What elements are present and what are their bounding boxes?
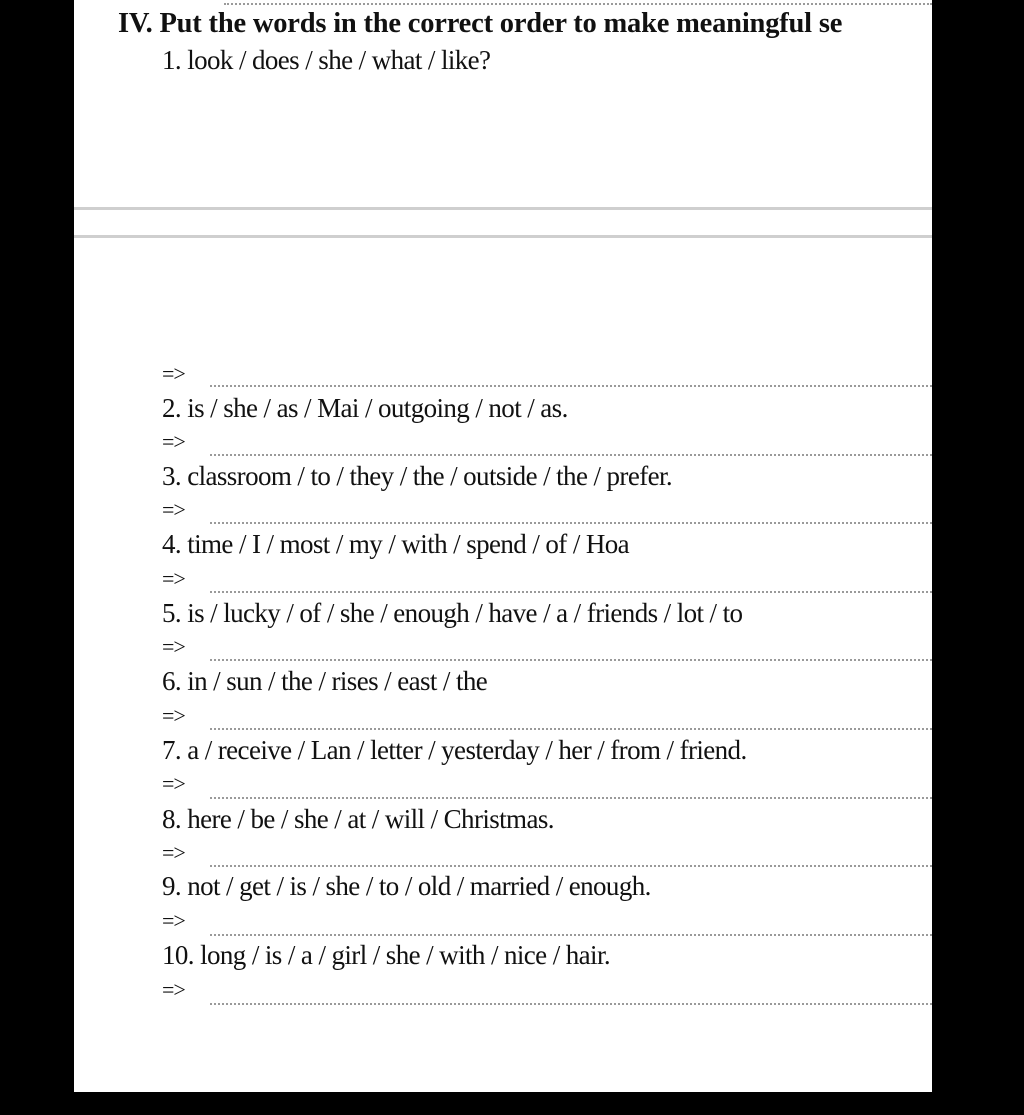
answer-line-4 (210, 591, 932, 593)
question-4: 4. time / I / most / my / with / spend / of / Hoa (162, 529, 630, 559)
question-9: 9. not / get / is / she / to / old / married / enough. (162, 871, 651, 901)
question-5: 5. is / lucky / of / she / enough / have / a / friends / lot / to (162, 598, 743, 628)
answer-prompt-1: => (162, 361, 185, 386)
answer-line-2 (210, 454, 932, 456)
answer-line-9 (210, 934, 932, 936)
answer-prompt-9: => (162, 908, 185, 933)
answer-line-10 (210, 1003, 932, 1005)
answer-line-1 (210, 385, 932, 387)
answer-line-7 (210, 797, 932, 799)
answer-prompt-2: => (162, 429, 185, 454)
answer-prompt-7: => (162, 771, 185, 796)
question-3: 3. classroom / to / they / the / outside / the / prefer. (162, 461, 673, 491)
answer-line-6 (210, 728, 932, 730)
question-7: 7. a / receive / Lan / letter / yesterday / her / from / friend. (162, 735, 747, 765)
question-2: 2. is / she / as / Mai / outgoing / not / as. (162, 393, 568, 423)
answer-line-3 (210, 522, 932, 524)
question-6: 6. in / sun / the / rises / east / the (162, 666, 488, 696)
question-8: 8. here / be / she / at / will / Christmas. (162, 804, 554, 834)
worksheet-page (74, 0, 932, 1092)
answer-prompt-3: => (162, 497, 185, 522)
answer-prompt-10: => (162, 977, 185, 1002)
answer-line-8 (210, 865, 932, 867)
answer-prompt-5: => (162, 634, 185, 659)
exercise-heading: IV. Put the words in the correct order to make meaningful se (118, 8, 843, 39)
answer-prompt-8: => (162, 840, 185, 865)
question-10: 10. long / is / a / girl / she / with / nice / hair. (162, 940, 610, 970)
answer-line-5 (210, 659, 932, 661)
top-dotted-line (224, 3, 932, 5)
answer-prompt-6: => (162, 703, 185, 728)
question-1: 1. look / does / she / what / like? (162, 45, 491, 75)
answer-prompt-4: => (162, 566, 185, 591)
blank-answer-band (74, 207, 932, 238)
